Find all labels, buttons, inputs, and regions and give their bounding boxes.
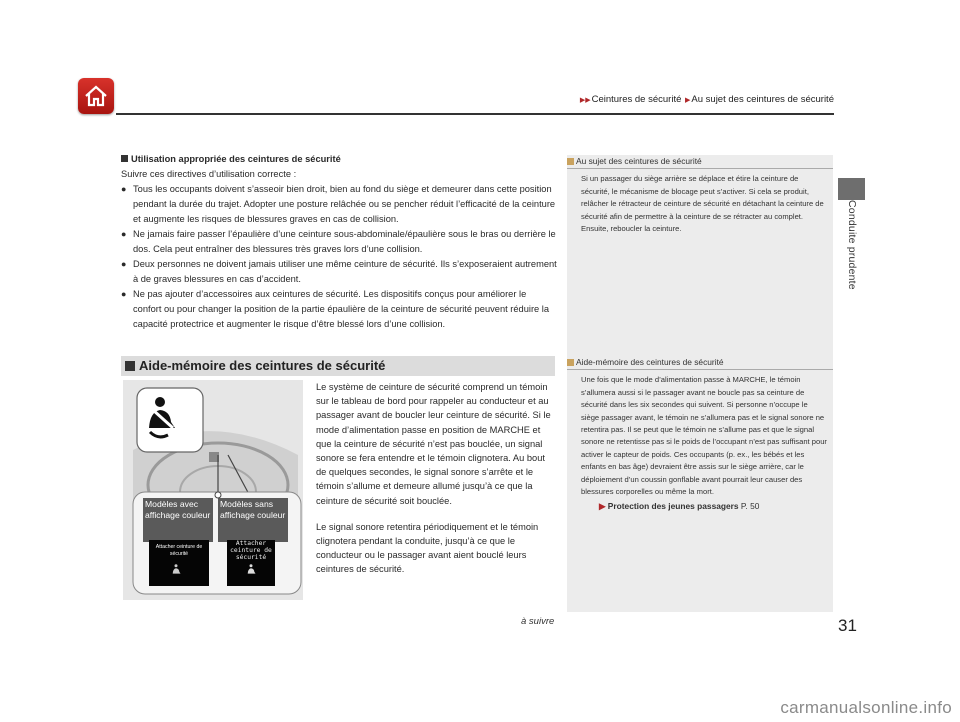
- note-body: Une fois que le mode d’alimentation passe à MARCHE, le témoin s’allumera aussi si le passager avant ne boucle pas sa ceinture de sécurité dans les six secondes qui suivent. Si personne n’occupe le siège passager avant, le témoin ne s’allumera pas et le signal sonore ne retentira pas. Il se peut que le témoin ne s’allume pas et que le signal sonore ne retentisse pas si le poids de l’occupant n’est pas suffisant pour activer le capteur de poids. Ces occupants (p. ex., les bébés et les enfants en bas âge) devraient être assis sur le siège arrière, car le déploiement d’un coussin gonflable avant pourrait leur causer des blessures corporelles ou même la mort.: [581, 375, 827, 497]
- continued-label: à suivre: [521, 616, 555, 627]
- note-icon: [567, 359, 574, 366]
- screen-color-text: Attacher ceinture de sécurité: [155, 544, 203, 557]
- note-seatbelts: [567, 155, 833, 255]
- chapter-label: Conduite prudente: [846, 200, 858, 290]
- bullet-icon: ●: [121, 289, 127, 299]
- square-bullet-icon: [125, 361, 135, 371]
- chevron-right-icon: ▶▶: [579, 97, 591, 104]
- label-color-models: Modèles avec affichage couleur: [145, 499, 211, 520]
- chapter-tab[interactable]: [838, 178, 865, 200]
- page-number: 31: [838, 616, 857, 635]
- paragraph: Le système de ceinture de sécurité comprend un témoin sur le tableau de bord pour rappeler au conducteur et au passager avant de boucler leur ceinture de sécurité. Si le mode d’alimentation passe en position de MARCHE et que la ceinture de sécurité n’est pas bouclée, un signal sonore se fera entendre et le témoin clignotera. Au bout de quelques secondes, le signal sonore s’arrête et le témoin s’allume et demeure allumé jusqu’à ce que la ceinture de sécurité soit bouclée.: [316, 382, 551, 506]
- section-header: [121, 356, 555, 376]
- screen-mono-text: Attacher ceinture de sécurité: [230, 540, 272, 561]
- bullet-icon: ●: [121, 259, 127, 269]
- list-item: ● Ne jamais faire passer l’épaulière d’une ceinture sous-abdominale/épaulière sous le bras ou derrière le dos. Cela peut entraîner des blessures très graves lors d’une collision.: [121, 227, 557, 257]
- reminder-description: [316, 380, 556, 577]
- list-item: ● Tous les occupants doivent s’asseoir bien droit, bien au fond du siège et demeurer dans cette position pendant la durée du trajet. Adopter une posture relâchée ou se pencher réduit l’efficacité de la ceinture et augmente les risques de blessures graves en cas de collision.: [121, 182, 557, 227]
- label-mono-models: Modèles sans affichage couleur: [220, 499, 286, 520]
- paragraph: Le signal sonore retentira périodiquement et le témoin clignotera pendant la conduite, jusqu’à ce que le conducteur ou le passager avant aient bouclé leurs ceintures de sécurité.: [316, 521, 539, 575]
- arrow-link-icon: ▶: [599, 501, 606, 512]
- note-body: Si un passager du siège arrière se déplace et étire la ceinture de sécurité, le mécanisme de blocage peut s’activer. Si cela se produit, relâcher le rétracteur de ceinture de sécurité en détachant la ceinture de sécurité afin de permettre à la ceinture de se rétracter au complet. Ensuite, reboucler la ceinture.: [581, 174, 824, 234]
- home-icon: [82, 82, 110, 110]
- note-reminder: [567, 356, 833, 613]
- main-content: [121, 152, 557, 332]
- breadcrumb: [579, 94, 834, 105]
- section-title: Aide-mémoire des ceintures de sécurité: [139, 358, 386, 373]
- list-item: ● Deux personnes ne doivent jamais utiliser une même ceinture de sécurité. Ils s’exposeraient autrement à de graves blessures en cas d’accident.: [121, 257, 557, 287]
- section-heading: Utilisation appropriée des ceintures de sécurité: [121, 152, 557, 167]
- note-title: Aide-mémoire des ceintures de sécurité: [567, 356, 833, 370]
- note-title: Au sujet des ceintures de sécurité: [567, 155, 833, 169]
- list-item: ● Ne pas ajouter d’accessoires aux ceintures de sécurité. Les dispositifs conçus pour améliorer le confort ou pour changer la position de la partie épaulière de la ceinture de sécurité peuvent réduire la capacité protectrice et augmenter le risque d’être blessé lors d’une collision.: [121, 287, 557, 332]
- bullet-icon: ●: [121, 184, 127, 194]
- breadcrumb-item[interactable]: Ceintures de sécurité: [591, 94, 682, 105]
- bullet-icon: ●: [121, 229, 127, 239]
- header-divider: [116, 113, 834, 115]
- home-button[interactable]: [78, 78, 114, 114]
- watermark: carmanualsonline.info: [780, 698, 952, 717]
- chevron-right-icon: ▶: [685, 97, 691, 104]
- square-bullet-icon: [121, 155, 128, 162]
- breadcrumb-item[interactable]: Au sujet des ceintures de sécurité: [691, 94, 834, 105]
- intro-text: Suivre ces directives d’utilisation correcte :: [121, 169, 297, 179]
- dashboard-illustration: [123, 380, 303, 600]
- cross-reference-link[interactable]: ▶ Protection des jeunes passagers P. 50: [599, 501, 760, 512]
- note-icon: [567, 158, 574, 165]
